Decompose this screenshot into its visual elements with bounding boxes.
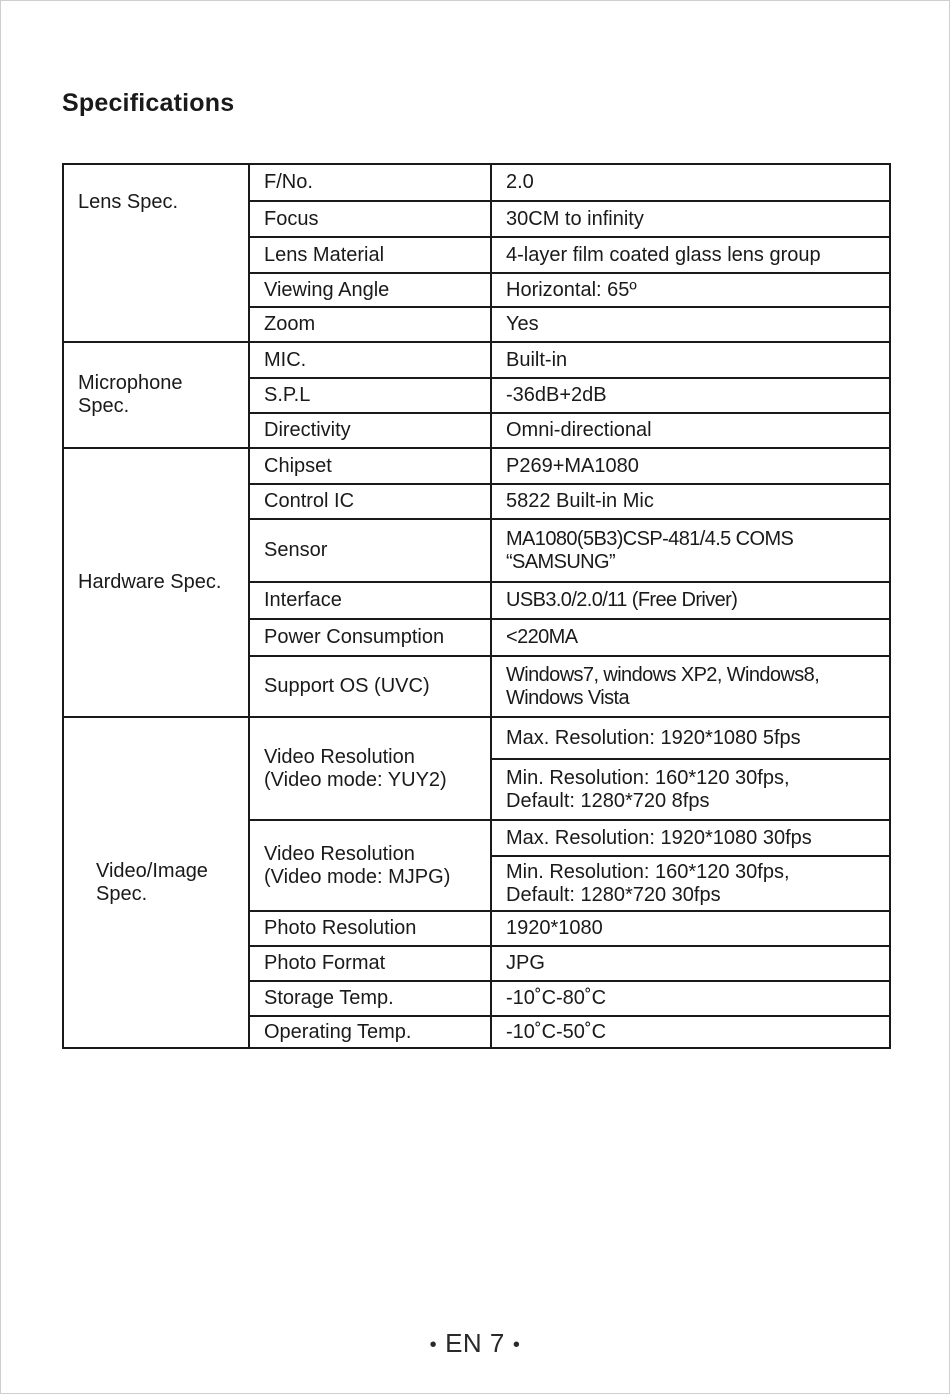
table-row (63, 717, 890, 759)
value-cell: -10˚C-80˚C (491, 981, 890, 1016)
value-cell: Min. Resolution: 160*120 30fps, Default: 1280*720 8fps (491, 759, 890, 820)
page-number: EN 7 (445, 1328, 505, 1358)
table-row (63, 448, 890, 484)
value-cell: -36dB+2dB (491, 378, 890, 413)
table-row (63, 164, 890, 201)
value-cell: USB3.0/2.0/11 (Free Driver) (491, 582, 890, 619)
param-cell: Power Consumption (249, 619, 491, 656)
param-cell: Video Resolution (Video mode: MJPG) (249, 820, 491, 911)
param-cell: F/No. (249, 164, 491, 201)
param-cell: MIC. (249, 342, 491, 378)
param-cell: Control IC (249, 484, 491, 519)
value-cell: 1920*1080 (491, 911, 890, 946)
group-hardware-spec: Hardware Spec. (63, 448, 249, 717)
value-cell: <220MA (491, 619, 890, 656)
value-cell: Min. Resolution: 160*120 30fps, Default: 1280*720 30fps (491, 856, 890, 911)
bullet-icon: • (429, 1333, 438, 1356)
param-cell: S.P.L (249, 378, 491, 413)
param-cell: Photo Format (249, 946, 491, 981)
param-cell: Viewing Angle (249, 273, 491, 307)
group-microphone-spec: Microphone Spec. (63, 342, 249, 448)
param-cell: Sensor (249, 519, 491, 582)
value-cell: Built-in (491, 342, 890, 378)
param-cell: Chipset (249, 448, 491, 484)
specifications-table (62, 163, 891, 1049)
value-cell: 2.0 (491, 164, 890, 201)
group-video-image-spec: Video/Image Spec. (63, 717, 249, 1048)
param-cell: Photo Resolution (249, 911, 491, 946)
param-cell: Directivity (249, 413, 491, 448)
table-row (63, 342, 890, 378)
value-cell: Windows7, windows XP2, Windows8, Windows Vista (491, 656, 890, 717)
param-cell: Support OS (UVC) (249, 656, 491, 717)
param-cell: Interface (249, 582, 491, 619)
param-cell: Video Resolution (Video mode: YUY2) (249, 717, 491, 820)
group-lens-spec: Lens Spec. (63, 164, 249, 342)
value-cell: Max. Resolution: 1920*1080 30fps (491, 820, 890, 856)
value-cell: Yes (491, 307, 890, 342)
value-cell: Omni-directional (491, 413, 890, 448)
param-cell: Storage Temp. (249, 981, 491, 1016)
value-cell: MA1080(5B3)CSP-481/4.5 COMS “SAMSUNG” (491, 519, 890, 582)
value-cell: JPG (491, 946, 890, 981)
param-cell: Zoom (249, 307, 491, 342)
value-cell: Max. Resolution: 1920*1080 5fps (491, 717, 890, 759)
page-title: Specifications (62, 89, 235, 117)
page-footer (0, 1328, 950, 1359)
value-cell: 30CM to infinity (491, 201, 890, 237)
bullet-icon: • (512, 1333, 521, 1356)
param-cell: Lens Material (249, 237, 491, 273)
value-cell: -10˚C-50˚C (491, 1016, 890, 1048)
value-cell: P269+MA1080 (491, 448, 890, 484)
value-cell: Horizontal: 65º (491, 273, 890, 307)
value-cell: 4-layer film coated glass lens group (491, 237, 890, 273)
param-cell: Focus (249, 201, 491, 237)
value-cell: 5822 Built-in Mic (491, 484, 890, 519)
param-cell: Operating Temp. (249, 1016, 491, 1048)
